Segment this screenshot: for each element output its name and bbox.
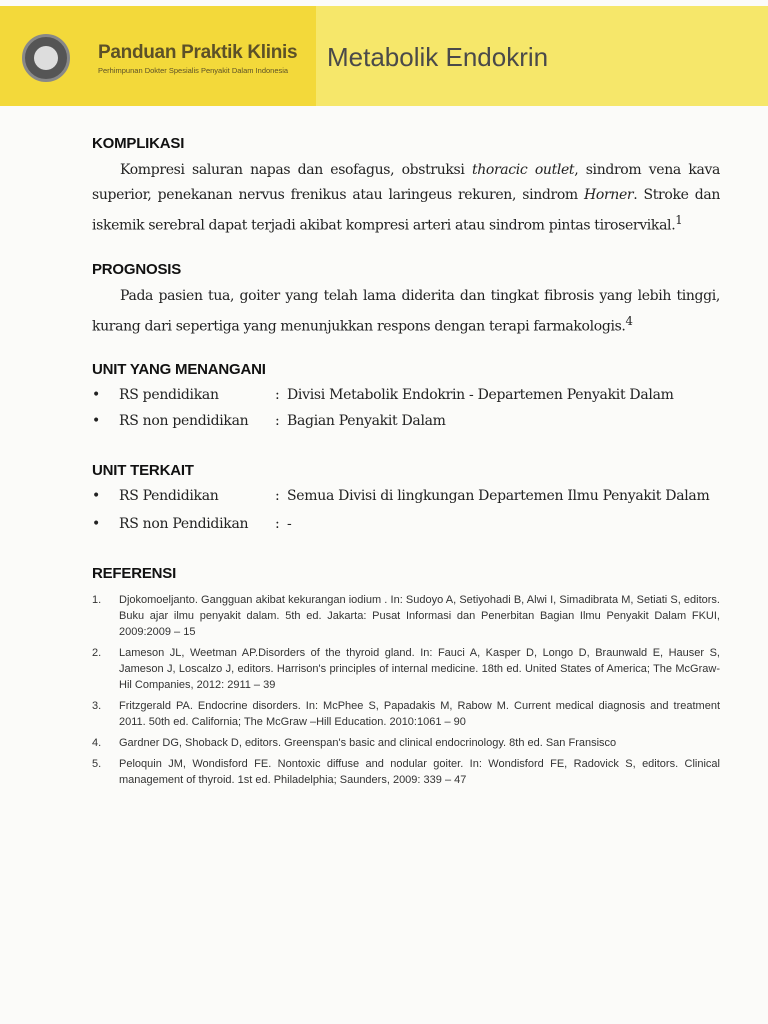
heading-referensi: REFERENSI (92, 565, 177, 583)
reference-number: 3. (92, 700, 102, 713)
organization-logo-icon (22, 34, 70, 82)
reference-text: Fritzgerald PA. Endocrine disorders. In: McPhee S, Papadakis M, Rabow M. Current medical diagnosis and treatment 2011. 50th ed. California; The McGraw –Hill Education. 2010:1061 – 90 (119, 700, 720, 729)
reference-number: 5. (92, 758, 102, 771)
reference-number: 2. (92, 647, 102, 660)
reference-text: Lameson JL, Weetman AP.Disorders of the thyroid gland. In: Fauci A, Kasper D, Longo D, Braunwald E, Hauser S, Jameson J, Loscalzo J, editors. Harrison's principles of internal medicine. 18th ed. United States of America; The McGraw-Hil Companies, 2012: 2911 – 39 (119, 647, 720, 692)
heading-unit-menangani: UNIT YANG MENANGANI (92, 361, 266, 379)
section-komplikasi (92, 135, 720, 239)
komplikasi-text-3: . Stroke dan iskemik serebral dapat terjadi akibat kompresi arteri atau sindrom pintas tiroservikal. (92, 187, 720, 234)
guide-title: Panduan Praktik Klinis (98, 42, 298, 63)
unit-value: - (287, 516, 292, 533)
komplikasi-text-1: Kompresi saluran napas dan esofagus, obstruksi (120, 162, 472, 178)
page-content (92, 135, 720, 810)
section-unit-menangani (92, 361, 720, 434)
unit-label: RS non Pendidikan (119, 516, 249, 533)
komplikasi-text-2: , sindrom vena kava superior, penekanan nervus frenikus atau laringeus rekuren, sindrom (92, 162, 721, 203)
unit-value: Semua Divisi di lingkungan Departemen Ilmu Penyakit Dalam (287, 488, 710, 505)
prognosis-text (92, 284, 720, 340)
reference-item (92, 592, 720, 640)
section-prognosis (92, 261, 720, 340)
reference-number: 4. (92, 737, 102, 750)
komplikasi-ref-mark: 1 (675, 213, 683, 227)
reference-number: 1. (92, 594, 102, 607)
reference-text: Peloquin JM, Wondisford FE. Nontoxic diffuse and nodular goiter. In: Wondisford FE, Radovick S, editors. Clinical management of thyroid. 1st ed. Philadelphia; Saunders, 2009: 339 – 47 (119, 758, 720, 787)
bullet: • (92, 413, 100, 430)
unit-label: RS non pendidikan (119, 413, 249, 430)
prognosis-body: Pada pasien tua, goiter yang telah lama diderita dan tingkat fibrosis yang lebih tinggi, kurang dari sepertiga yang menunjukkan respons dengan terapi farmakologis. (92, 287, 720, 335)
unit-colon: : (275, 488, 280, 505)
unit-row (92, 483, 720, 509)
reference-text: Gardner DG, Shoback D, editors. Greenspan's basic and clinical endocrinology. 8th ed. San Fransisco (119, 737, 617, 750)
prognosis-ref-mark: 4 (625, 313, 633, 328)
unit-value: Divisi Metabolik Endokrin - Departemen Penyakit Dalam (287, 387, 674, 404)
section-unit-terkait (92, 462, 720, 537)
section-title: Metabolik Endokrin (327, 42, 549, 72)
reference-item (92, 645, 720, 693)
komplikasi-text (92, 158, 720, 239)
unit-value: Bagian Penyakit Dalam (287, 413, 446, 430)
unit-row (92, 382, 720, 408)
unit-label: RS pendidikan (119, 387, 219, 404)
unit-row (92, 408, 720, 434)
reference-item (92, 756, 720, 788)
heading-komplikasi: KOMPLIKASI (92, 135, 185, 152)
komplikasi-italic-2: Horner (584, 187, 634, 203)
unit-colon: : (275, 413, 280, 430)
reference-list (92, 592, 720, 788)
unit-row (92, 511, 720, 537)
logo-emblem (34, 46, 58, 70)
reference-text: Djokomoeljanto. Gangguan akibat kekurangan iodium . In: Sudoyo A, Setiyohadi B, Alwi I, Simadibrata M, Setiati S, editors. Buku ajar ilmu penyakit dalam. 5th ed. Jakarta: Pusat Informasi dan Penerbitan Bagian Ilmu Penyakit Dalam FKUI, 2009:2009 – 15 (119, 594, 720, 639)
reference-item (92, 698, 720, 730)
bullet: • (92, 488, 100, 505)
heading-unit-terkait: UNIT TERKAIT (92, 462, 194, 480)
bullet: • (92, 387, 100, 404)
bullet: • (92, 516, 100, 533)
unit-colon: : (275, 516, 280, 533)
unit-colon: : (275, 387, 280, 404)
komplikasi-italic-1: thoracic outlet (471, 162, 575, 178)
guide-publisher: Perhimpunan Dokter Spesialis Penyakit Dalam Indonesia (98, 66, 289, 75)
unit-label: RS Pendidikan (119, 488, 219, 505)
heading-prognosis: PROGNOSIS (92, 260, 182, 278)
section-referensi (92, 565, 720, 788)
reference-item (92, 735, 720, 751)
